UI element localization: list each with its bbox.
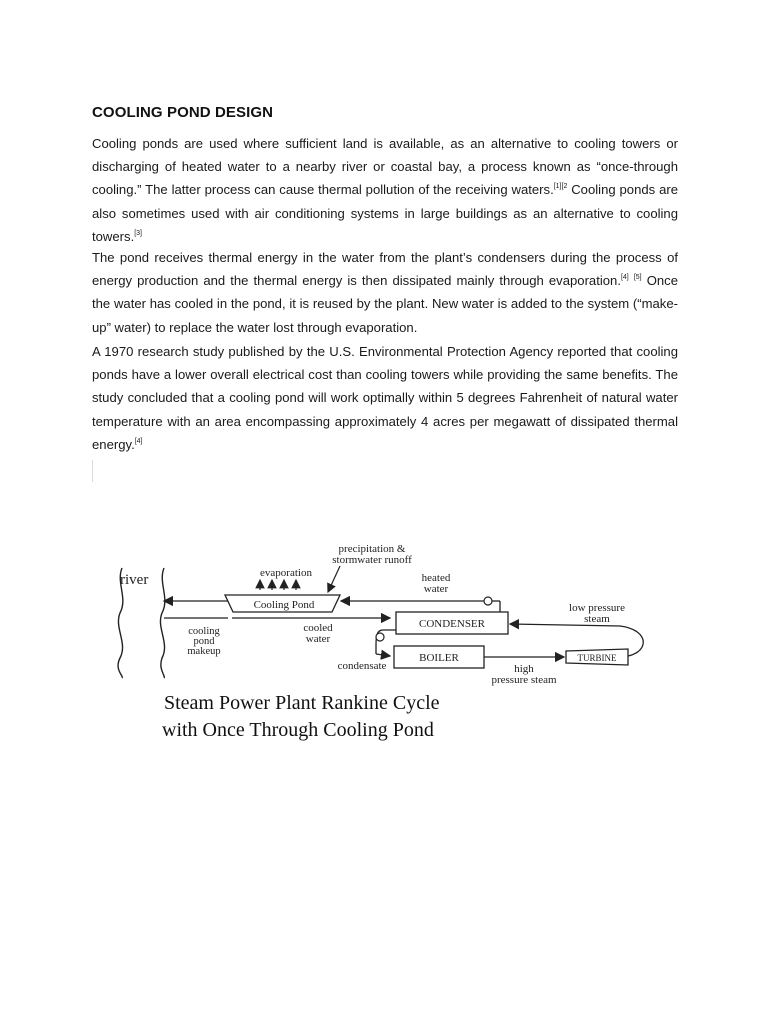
- citation-ref[interactable]: [1][2: [553, 183, 568, 191]
- makeup-label-line3: makeup: [187, 646, 221, 657]
- evaporation-label: evaporation: [260, 567, 312, 579]
- cooled-water-label-line1: cooled: [303, 622, 333, 634]
- evaporation-arrows: [260, 580, 296, 590]
- diagram-caption-line2: with Once Through Cooling Pond: [162, 719, 434, 741]
- paragraph-text: A 1970 research study published by the U.S. Environmental Protection Agency reported that cooling ponds have a lower overall electrical cost than cooling towers while providing the same benefits. The study concluded that a cooling pond will work optimally within 5 degrees Fahrenheit of natural water temperature with an area encompassing approximately 4 acres per megawatt of dissipated thermal energy.: [92, 344, 678, 452]
- section-heading: COOLING POND DESIGN: [92, 104, 274, 121]
- paragraph-text: Once the water has cooled in the pond, it is reused by the plant. New water is added to the system (“make-up” water) to replace the water lost through evaporation.: [92, 273, 679, 335]
- citation-ref[interactable]: [5]: [633, 274, 642, 282]
- citation-ref[interactable]: [4]: [620, 274, 629, 282]
- paragraph-1: [92, 132, 678, 248]
- condenser-label: CONDENSER: [418, 618, 486, 630]
- precipitation-arrow: [328, 566, 340, 592]
- cooling-pond-label: Cooling Pond: [253, 599, 315, 611]
- river-label: river: [120, 572, 149, 588]
- turbine-label: TURBINE: [577, 653, 617, 663]
- low-pressure-label-line2: steam: [584, 613, 610, 625]
- paragraph-text: The pond receives thermal energy in the water from the plant’s condensers during the process of energy production and the thermal energy is then dissipated mainly through evaporation.: [92, 250, 678, 289]
- heated-water-label-line1: heated: [421, 572, 451, 584]
- rankine-cycle-diagram: [100, 538, 670, 748]
- citation-ref[interactable]: [3]: [134, 229, 142, 237]
- boiler-label: BOILER: [419, 652, 459, 664]
- precipitation-label-line2: stormwater runoff: [332, 554, 412, 566]
- diagram-caption-line1: Steam Power Plant Rankine Cycle: [164, 692, 440, 714]
- precipitation-label-line1: precipitation &: [338, 543, 406, 555]
- citation-ref[interactable]: [4]: [134, 437, 143, 445]
- text-cursor: [92, 460, 93, 482]
- low-pressure-label-line1: low pressure: [569, 602, 625, 614]
- makeup-label-line2: pond: [193, 636, 215, 647]
- condensate-label: condensate: [337, 660, 387, 672]
- cooled-water-label-line2: water: [305, 633, 331, 645]
- paragraph-text: Cooling ponds are also sometimes used with air conditioning systems in large buildings as an alternative to cooling towers.: [92, 182, 678, 244]
- paragraph-3: [92, 340, 678, 456]
- heated-water-label-line2: water: [423, 583, 449, 595]
- makeup-label-line1: cooling: [188, 626, 220, 637]
- condensate-pump-icon: [376, 633, 384, 641]
- paragraph-2: [92, 246, 678, 339]
- high-pressure-label-line2: pressure steam: [491, 674, 557, 686]
- paragraph-text: Cooling ponds are used where sufficient land is available, as an alternative to cooling towers or discharging of heated water to a nearby river or coastal bay, a process known as “once-through cooling.” The latter process can cause thermal pollution of the receiving waters.: [92, 136, 678, 198]
- pump-icon: [484, 597, 492, 605]
- river-bank-line-inner: [160, 568, 164, 678]
- high-pressure-label-line1: high: [514, 663, 534, 675]
